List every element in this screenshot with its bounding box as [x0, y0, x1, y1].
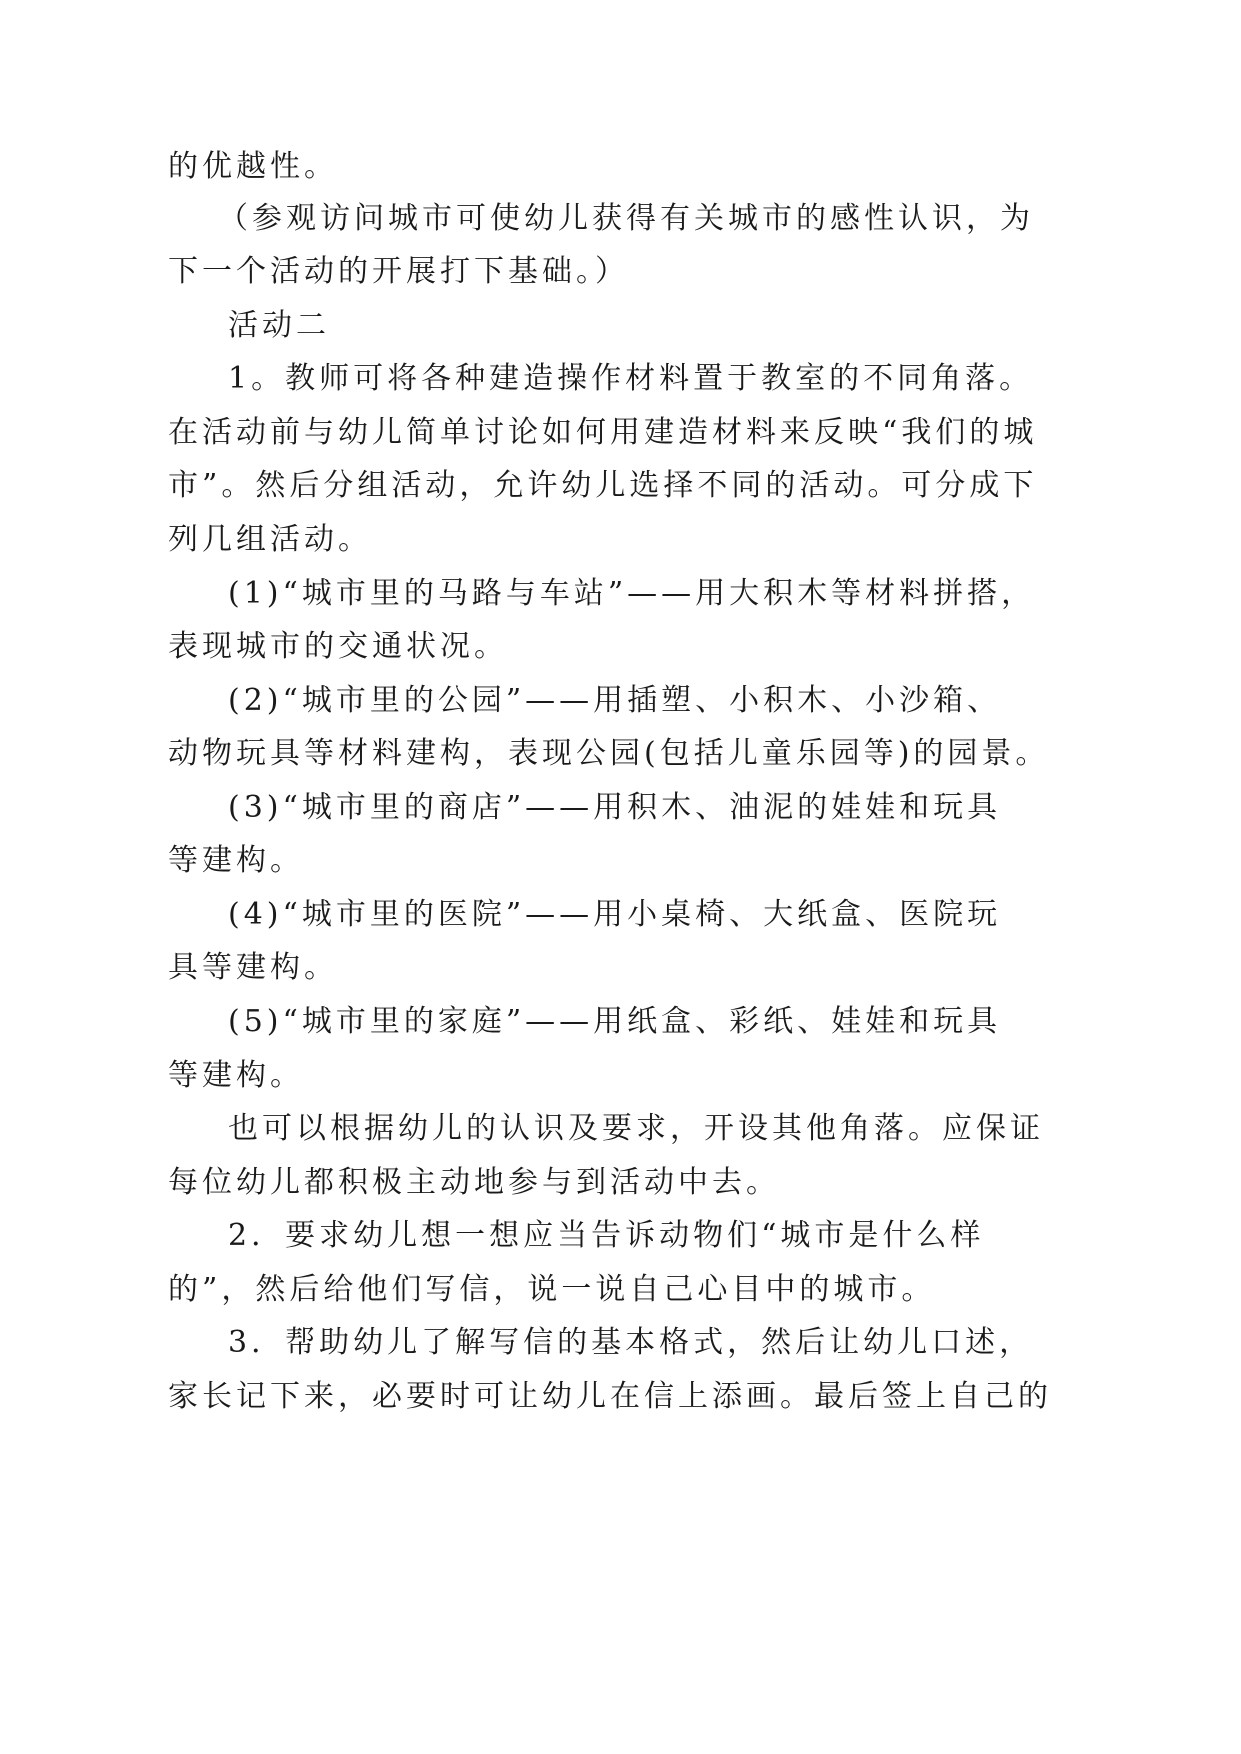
text-line: 等建构。	[168, 843, 304, 878]
text-line: 每位幼儿都积极主动地参与到活动中去。	[168, 1165, 780, 1200]
text-line: （参观访问城市可使幼儿获得有关城市的感性认识，为	[218, 201, 1034, 236]
text-line: (2)“城市里的公园”——用插塑、小积木、小沙箱、	[228, 683, 1002, 718]
text-line: (3)“城市里的商店”——用积木、油泥的娃娃和玩具	[228, 790, 1002, 825]
text-line: 列几组活动。	[168, 522, 372, 557]
text-line: 下一个活动的开展打下基础。）	[168, 254, 629, 289]
text-line: (5)“城市里的家庭”——用纸盒、彩纸、娃娃和玩具	[228, 1004, 1002, 1039]
text-line: 具等建构。	[168, 950, 338, 985]
text-line: 2．要求幼儿想一想应当告诉动物们“城市是什么样	[228, 1218, 985, 1253]
text-line: 的优越性。	[168, 149, 338, 184]
text-line: 3．帮助幼儿了解写信的基本格式，然后让幼儿口述，	[228, 1325, 1034, 1360]
text-line: (1)“城市里的马路与车站”——用大积木等材料拼搭，	[228, 576, 1036, 611]
text-line: 的”，然后给他们写信，说一说自己心目中的城市。	[168, 1272, 936, 1307]
text-line: 在活动前与幼儿简单讨论如何用建造材料来反映“我们的城	[168, 415, 1038, 450]
text-line: 表现城市的交通状况。	[168, 629, 508, 664]
text-line: (4)“城市里的医院”——用小桌椅、大纸盒、医院玩	[228, 897, 1002, 932]
text-line: 也可以根据幼儿的认识及要求，开设其他角落。应保证	[228, 1111, 1044, 1146]
text-line: 动物玩具等材料建构，表现公园(包括儿童乐园等)的园景。	[168, 736, 1050, 771]
text-line: 等建构。	[168, 1058, 304, 1093]
text-line: 活动二	[228, 308, 330, 343]
text-line: 家长记下来，必要时可让幼儿在信上添画。最后签上自己的	[168, 1379, 1052, 1414]
text-line: 市”。然后分组活动，允许幼儿选择不同的活动。可分成下	[168, 468, 1038, 503]
text-line: 1。教师可将各种建造操作材料置于教室的不同角落。	[228, 361, 1034, 396]
